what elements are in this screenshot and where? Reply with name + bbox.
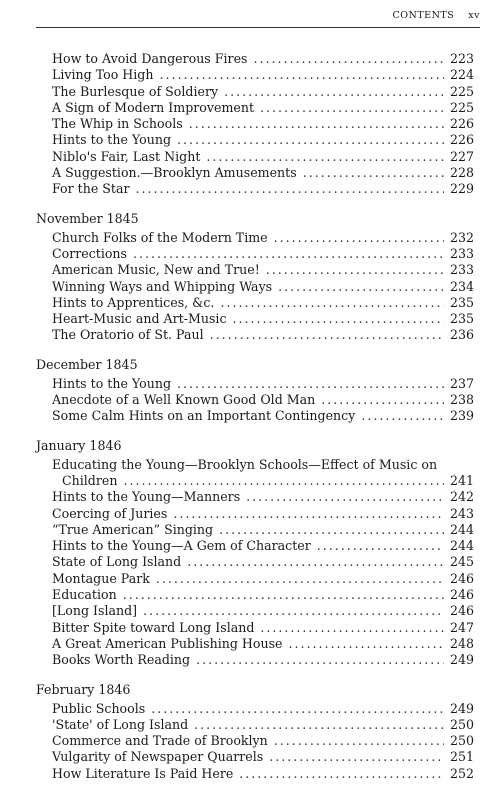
toc-entry-page: 244 xyxy=(449,538,474,554)
toc-entry-title: Hints to the Young—A Gem of Character xyxy=(52,538,311,554)
dot-leader xyxy=(206,149,444,165)
dot-leader xyxy=(219,522,444,538)
toc-entry-page: 237 xyxy=(449,375,474,391)
toc-entry xyxy=(36,165,474,181)
toc-entry-title: Bitter Spite toward Long Island xyxy=(52,619,255,635)
toc-entry-page: 225 xyxy=(449,99,474,115)
toc-entry xyxy=(36,408,474,424)
toc-entry xyxy=(36,246,474,262)
toc-entry-page: 250 xyxy=(449,716,474,732)
toc-entry xyxy=(36,522,474,538)
dot-leader xyxy=(173,506,444,522)
toc-entry-page: 226 xyxy=(449,132,474,148)
toc-entry-page: 225 xyxy=(449,83,474,99)
toc-entry xyxy=(36,279,474,295)
toc-entry xyxy=(36,392,474,408)
dot-leader xyxy=(196,652,444,668)
dot-leader xyxy=(177,132,444,148)
toc-entry-title: Hints to the Young xyxy=(52,375,172,391)
toc-entry-page: 227 xyxy=(449,148,474,164)
dot-leader xyxy=(260,620,444,636)
dot-leader xyxy=(194,717,444,733)
toc-entry xyxy=(36,132,474,148)
toc-entry-title: Winning Ways and Whipping Ways xyxy=(52,278,273,294)
dot-leader xyxy=(321,392,444,408)
toc-entry-title: State of Long Island xyxy=(52,554,182,570)
section-heading: January 1846 xyxy=(36,437,122,453)
dot-leader xyxy=(220,295,444,311)
toc-entry-title: Public Schools xyxy=(52,700,146,716)
toc-entry-page: 228 xyxy=(449,165,474,181)
toc-entry-title: The Oratorio of St. Paul xyxy=(52,327,204,343)
toc-entry-title: Commerce and Trade of Brooklyn xyxy=(52,733,268,749)
dot-leader xyxy=(274,230,444,246)
toc-entry xyxy=(36,717,474,733)
toc-entry-title: A Great American Publishing House xyxy=(52,635,283,651)
toc-entry-title: Hints to Apprentices, &c. xyxy=(52,294,215,310)
toc-entry-title: How to Avoid Dangerous Fires xyxy=(52,51,248,66)
toc-entry-page: 234 xyxy=(449,278,474,294)
toc-entry-title: Corrections xyxy=(52,245,128,261)
toc-entry-page: 238 xyxy=(449,392,474,408)
toc-entry-title: “True American” Singing xyxy=(52,521,214,537)
toc-entry-title: Coercing of Juries xyxy=(52,505,168,521)
section-heading: November 1845 xyxy=(36,210,139,226)
toc-entry-page: 246 xyxy=(449,603,474,619)
toc-entry xyxy=(36,603,474,619)
toc-entry-page: 235 xyxy=(449,294,474,310)
toc-entry xyxy=(36,506,474,522)
toc-entry xyxy=(36,100,474,116)
toc-entry-page: 246 xyxy=(449,587,474,603)
toc-entry-title-line: Educating the Young—Brooklyn Schools—Effect of Music on xyxy=(52,456,438,472)
toc-entry-page: 235 xyxy=(449,311,474,327)
toc-entry-title: Hints to the Young—Manners xyxy=(52,489,241,505)
dot-leader xyxy=(123,473,444,489)
dot-leader xyxy=(233,311,444,327)
toc-entry-title: The Whip in Schools xyxy=(52,116,183,132)
toc-entry xyxy=(36,473,474,489)
dot-leader xyxy=(303,165,444,181)
dot-leader xyxy=(361,408,444,424)
dot-leader xyxy=(156,571,444,587)
toc-entry xyxy=(36,733,474,749)
toc-entry-page: 249 xyxy=(449,652,474,668)
toc-entry-title: Living Too High xyxy=(52,67,154,83)
toc-entry xyxy=(36,620,474,636)
toc-entry-page: 245 xyxy=(449,554,474,570)
toc-entry-title: A Sign of Modern Improvement xyxy=(52,99,255,115)
section-heading: February 1846 xyxy=(36,681,131,697)
toc-entry-page: 236 xyxy=(449,327,474,343)
toc-entry-title: Hints to the Young xyxy=(52,132,172,148)
toc-entry-page: 251 xyxy=(449,749,474,765)
toc-entry-page: 250 xyxy=(449,733,474,749)
toc-entry xyxy=(36,116,474,132)
toc-entry-title: Church Folks of the Modern Time xyxy=(52,229,268,245)
toc-entry-title: Books Worth Reading xyxy=(52,652,191,668)
toc-entry xyxy=(36,652,474,668)
toc-entry-title: Some Calm Hints on an Important Contingency xyxy=(52,408,356,424)
toc-entry-page: 249 xyxy=(449,700,474,716)
toc-entry-page: 223 xyxy=(449,51,474,66)
dot-leader xyxy=(151,701,444,717)
toc-entry-title: Children xyxy=(62,472,118,488)
dot-leader xyxy=(266,262,444,278)
toc-entry xyxy=(36,376,474,392)
toc-entry xyxy=(36,67,474,83)
section-gap xyxy=(36,669,474,678)
toc-entry xyxy=(36,489,474,505)
running-title: CONTENTS xyxy=(392,10,455,21)
dot-leader xyxy=(189,116,444,132)
toc-entry xyxy=(36,230,474,246)
toc-entry xyxy=(36,295,474,311)
toc-entry xyxy=(36,749,474,765)
running-header xyxy=(20,10,480,24)
toc-entry-title: A Suggestion.—Brooklyn Amusements xyxy=(52,165,297,181)
toc-entry-title: [Long Island] xyxy=(52,603,138,619)
toc-entry xyxy=(36,571,474,587)
toc-entry-page: 242 xyxy=(449,489,474,505)
dot-leader xyxy=(123,587,444,603)
toc-entry xyxy=(36,149,474,165)
toc-entry-page: 226 xyxy=(449,116,474,132)
toc-entry-page: 241 xyxy=(449,472,474,488)
section-gap xyxy=(36,198,474,207)
section-gap xyxy=(36,425,474,434)
toc-entry-title: Anecdote of a Well Known Good Old Man xyxy=(52,392,316,408)
dot-leader xyxy=(133,246,444,262)
toc-entry xyxy=(36,262,474,278)
toc-entry xyxy=(36,766,474,782)
toc-entry xyxy=(36,327,474,343)
dot-leader xyxy=(269,749,444,765)
toc-entry xyxy=(36,554,474,570)
toc-entry-page: 246 xyxy=(449,570,474,586)
toc-entry-page: 244 xyxy=(449,521,474,537)
dot-leader xyxy=(274,733,444,749)
toc-entry-page: 229 xyxy=(449,181,474,197)
toc-entry xyxy=(36,311,474,327)
dot-leader xyxy=(253,51,443,67)
dot-leader xyxy=(317,538,444,554)
toc-entry-title: The Burlesque of Soldiery xyxy=(52,83,219,99)
dot-leader xyxy=(210,327,444,343)
dot-leader xyxy=(187,554,444,570)
dot-leader xyxy=(239,766,444,782)
section-gap xyxy=(36,344,474,353)
toc-entry-title: For the Star xyxy=(52,181,130,197)
section-heading: December 1845 xyxy=(36,356,138,372)
page-number: xv xyxy=(468,10,480,21)
toc-entry xyxy=(36,181,474,197)
toc-entry-title: Niblo's Fair, Last Night xyxy=(52,148,201,164)
toc-entry-title: 'State' of Long Island xyxy=(52,716,189,732)
toc-entry xyxy=(36,701,474,717)
dot-leader xyxy=(136,181,444,197)
toc-entry-page: 252 xyxy=(449,765,474,781)
dot-leader xyxy=(246,489,444,505)
toc-entry-page: 243 xyxy=(449,505,474,521)
dot-leader xyxy=(143,603,444,619)
dot-leader xyxy=(159,67,443,83)
table-of-contents xyxy=(36,51,474,782)
dot-leader xyxy=(289,636,444,652)
toc-entry-page: 233 xyxy=(449,262,474,278)
toc-entry-page: 232 xyxy=(449,229,474,245)
dot-leader xyxy=(224,84,444,100)
toc-entry-page: 224 xyxy=(449,67,474,83)
toc-entry xyxy=(36,84,474,100)
dot-leader xyxy=(278,279,444,295)
toc-entry-title: Vulgarity of Newspaper Quarrels xyxy=(52,749,264,765)
toc-entry xyxy=(36,636,474,652)
toc-entry xyxy=(36,587,474,603)
toc-entry xyxy=(36,51,474,67)
toc-entry-page: 233 xyxy=(449,245,474,261)
toc-entry-page: 248 xyxy=(449,635,474,651)
dot-leader xyxy=(260,100,444,116)
toc-entry xyxy=(36,538,474,554)
toc-entry-title: Education xyxy=(52,587,117,603)
toc-entry-title: American Music, New and True! xyxy=(52,262,260,278)
toc-entry-title: Heart-Music and Art-Music xyxy=(52,311,227,327)
toc-entry-page: 239 xyxy=(449,408,474,424)
header-rule xyxy=(36,27,480,28)
toc-entry-title: How Literature Is Paid Here xyxy=(52,765,234,781)
toc-entry-title: Montague Park xyxy=(52,570,150,586)
dot-leader xyxy=(177,376,444,392)
toc-entry-page: 247 xyxy=(449,619,474,635)
